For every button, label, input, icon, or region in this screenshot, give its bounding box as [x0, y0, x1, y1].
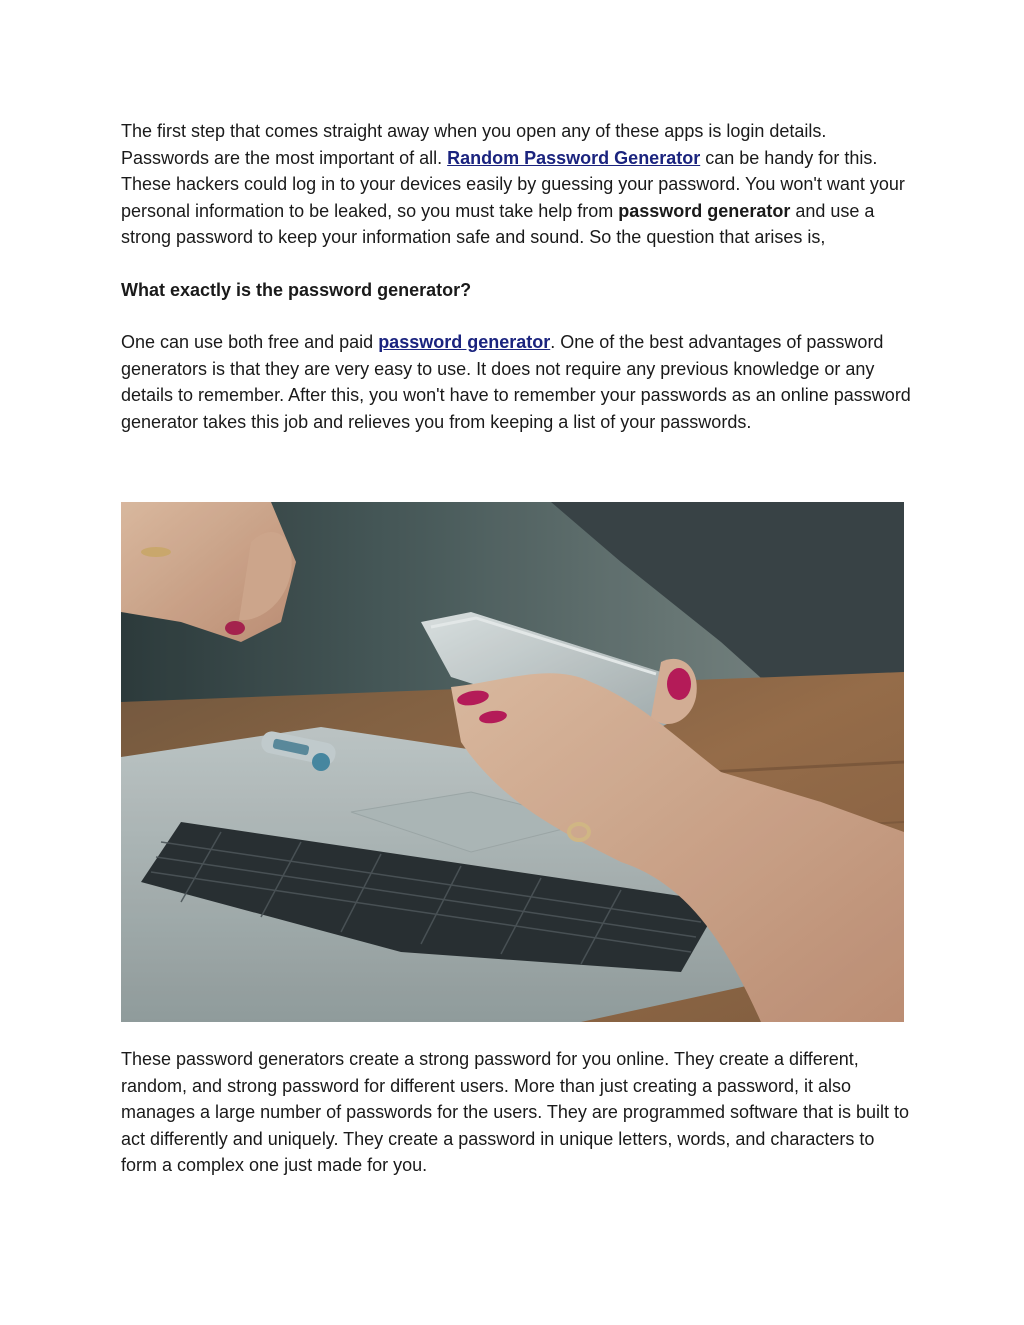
bold-keyword: password generator [618, 200, 791, 221]
paragraph-text: . One of the best advantages of password generators is that they are very easy to use. It does not require any previous knowledge or any details to remember. After this, you won't have to remember your passwords as an online password generator takes this job and relieves you from keeping a list of your passwords. [121, 332, 911, 432]
password-generator-link[interactable]: password generator [378, 332, 551, 352]
section-heading: What exactly is the password generator? [121, 279, 472, 300]
paragraph-intro [121, 118, 911, 251]
paragraph-text: One can use both free and paid [121, 332, 379, 352]
random-password-generator-link[interactable]: Random Password Generator [447, 147, 701, 168]
paragraph-text: The first step that comes straight away when you open any of these apps is login details. Passwords are the most important of all. [121, 121, 827, 168]
laptop-phone-photo [121, 502, 904, 1022]
article-body [121, 118, 911, 435]
paragraph-text: and use a strong password to keep your information safe and sound. So the question that arises is, [121, 200, 875, 247]
paragraph-features: These password generators create a strong password for you online. They create a different, random, and strong password for different users. More than just creating a password, it also manages a large number of passwords for the users. They are programmed software that is built to act differently and uniquely. They create a password in unique letters, words, and characters to form a complex one just made for you. [121, 1049, 910, 1175]
paragraph-text: can be handy for this. These hackers could log in to your devices easily by guessing your password. You won't want your personal information to be leaked, so you must take help from [121, 147, 905, 221]
paragraph-advantages [121, 329, 911, 435]
